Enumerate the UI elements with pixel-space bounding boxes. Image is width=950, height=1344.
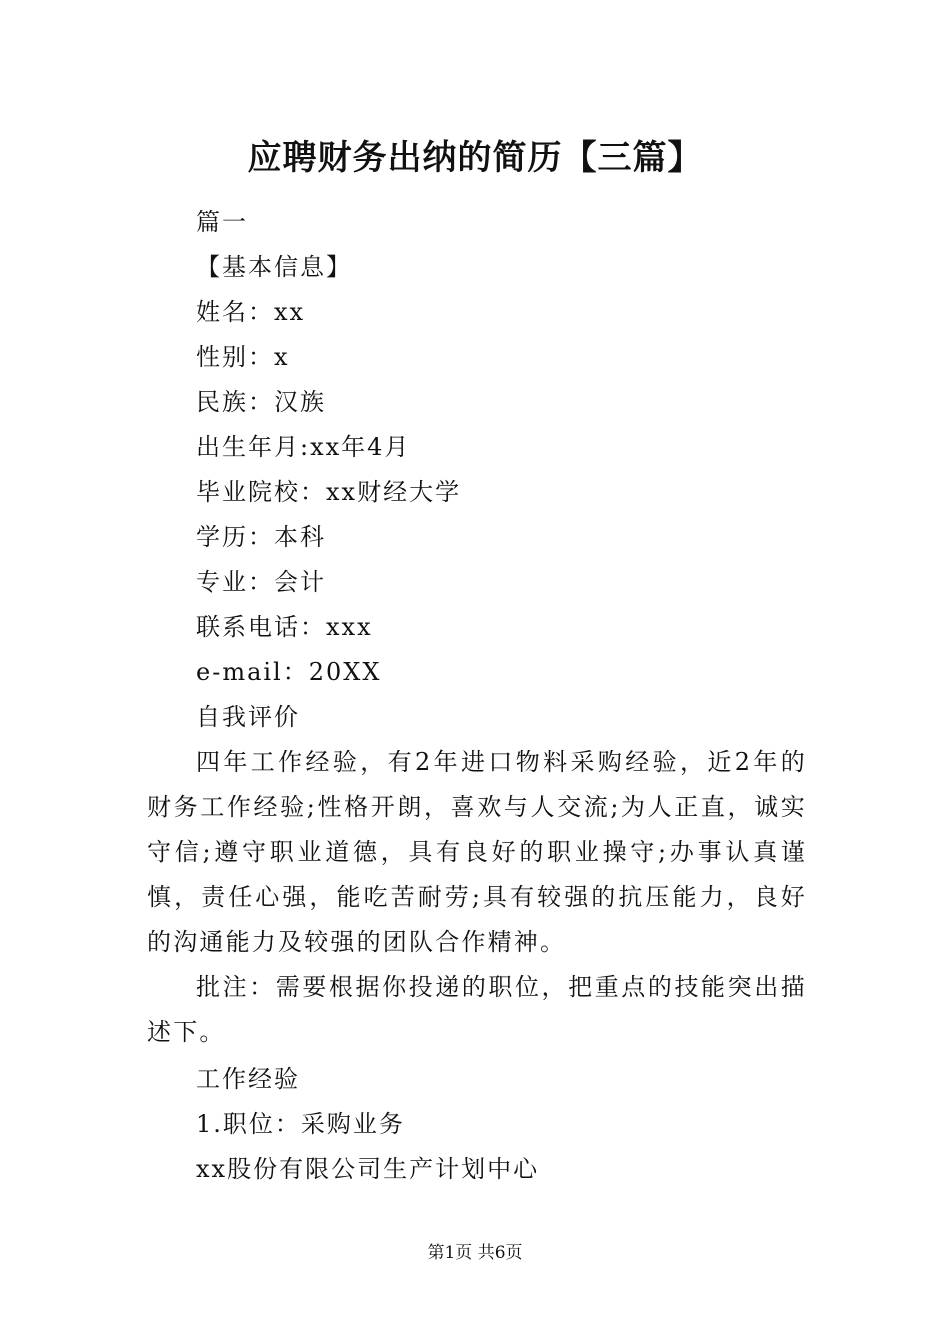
field-major: 专业：会计 [196,568,326,596]
self-eval-paragraph: 四年工作经验，有2年进口物料采购经验，近2年的财务工作经验;性格开朗，喜欢与人交流;为人正直，诚实守信;遵守职业道德，具有良好的职业操守;办事认真谨慎，责任心强，能吃苦耐劳;具有较强的抗压能力，良好的沟通能力及较强的团队合作精神。 [147,748,807,956]
company-name: xx股份有限公司生产计划中心 [196,1155,540,1183]
note-paragraph: 批注：需要根据你投递的职位，把重点的技能突出描述下。 [147,973,807,1046]
field-phone: 联系电话：xxx [196,613,373,641]
job-title: 1.职位：采购业务 [196,1110,405,1138]
basic-info-heading: 【基本信息】 [196,253,352,281]
field-degree: 学历：本科 [196,523,326,551]
document-title: 应聘财务出纳的简历【三篇】 [247,138,703,178]
work-heading: 工作经验 [196,1065,300,1093]
section-label: 篇一 [196,208,248,236]
field-birth: 出生年月:xx年4月 [196,433,411,461]
self-eval-heading: 自我评价 [196,703,300,731]
field-gender: 性别：x [196,343,290,371]
field-name: 姓名：xx [196,298,306,326]
page-footer: 第1页 共6页 [427,1243,523,1263]
field-school: 毕业院校：xx财经大学 [196,478,462,506]
field-ethnicity: 民族：汉族 [196,388,326,416]
field-email: e-mail：20XX [196,658,382,686]
